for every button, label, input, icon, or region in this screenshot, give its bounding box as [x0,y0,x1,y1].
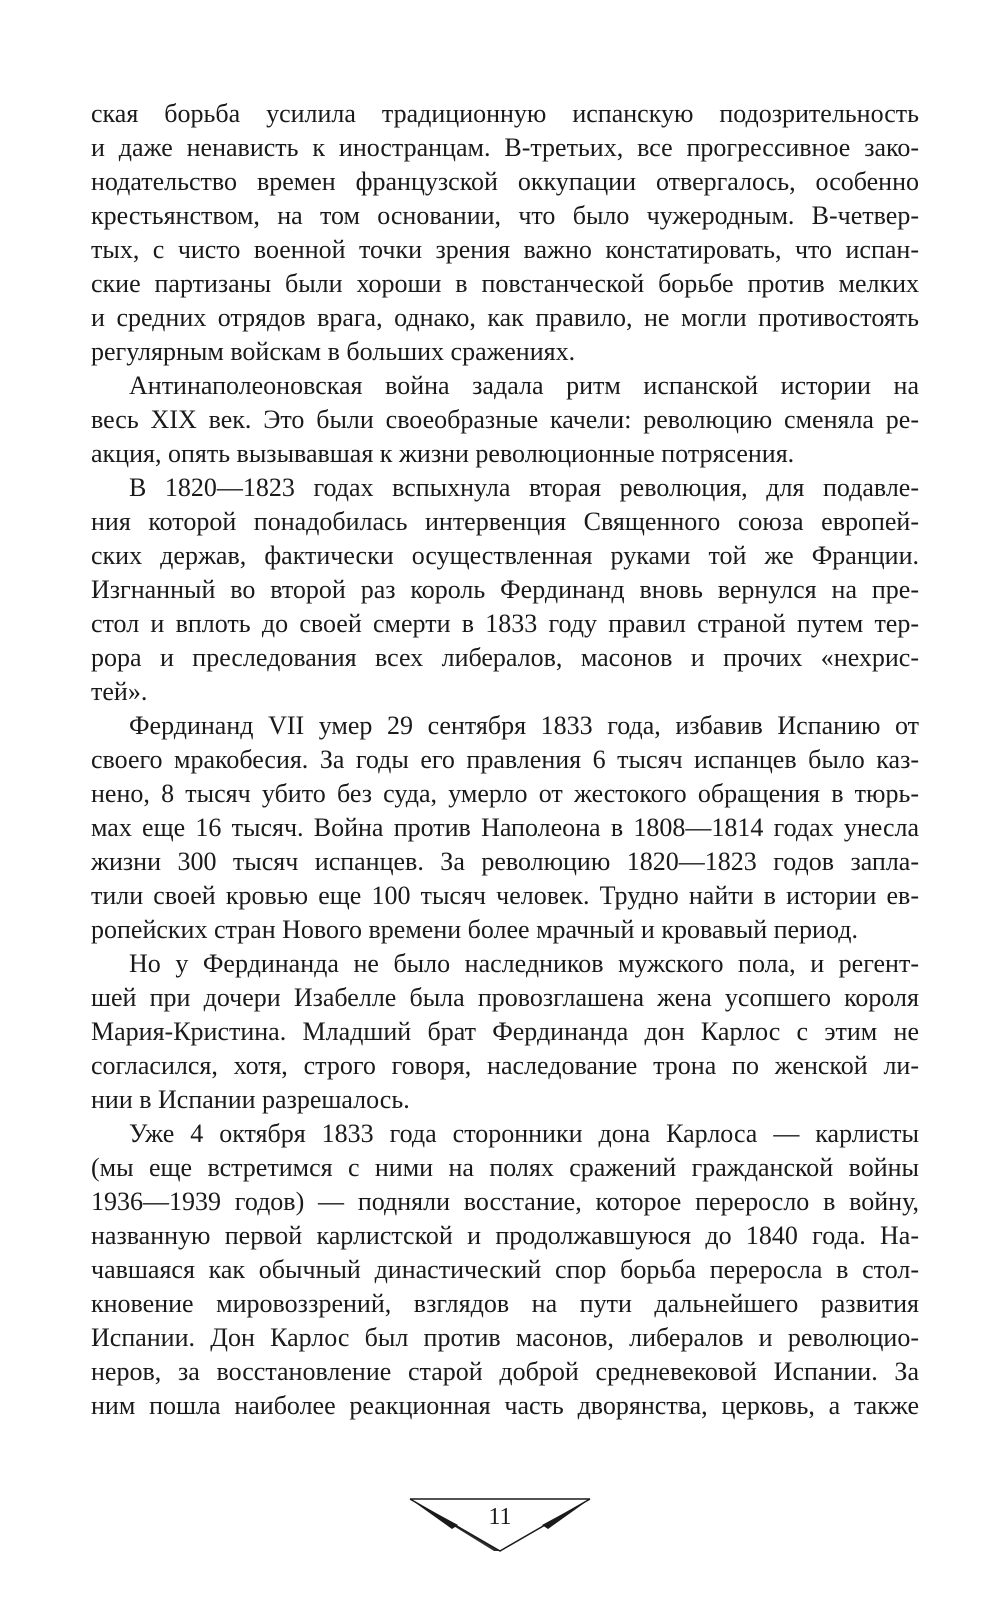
page-folio [0,1497,1000,1557]
text-line: чавшаяся как обычный династический спор борьба переросла в стол- [91,1255,919,1284]
text-line: ская борьба усилила традиционную испанскую подозрительность [91,99,919,128]
text-line: ним пошла наиболее реакционная часть дворянства, церковь, а также [91,1391,919,1420]
text-line: тых, с чисто военной точки зрения важно констатировать, что испан- [91,235,919,264]
text-line: тей». [91,677,148,706]
text-line: Изгнанный во второй раз король Фердинанд вновь вернулся на пре- [91,575,919,604]
text-line: ния которой понадобилась интервенция Священного союза европей- [91,507,919,536]
page-body [91,97,919,1423]
text-line: Фердинанд VII умер 29 сентября 1833 года, избавив Испанию от [129,711,919,740]
paragraph [91,709,919,947]
paragraph [91,1117,919,1423]
text-line: и средних отрядов врага, однако, как правило, не могли противостоять [91,303,919,332]
text-line: Испании. Дон Карлос был против масонов, либералов и революцио- [91,1323,919,1352]
text-line: стол и вплоть до своей смерти в 1833 году правил страной путем тер- [91,609,919,638]
text-line: неров, за восстановление старой доброй средневековой Испании. За [91,1357,919,1386]
paragraph [91,369,919,471]
text-line: названную первой карлистской и продолжавшуюся до 1840 года. На- [91,1221,919,1250]
text-line: крестьянством, на том основании, что было чужеродным. В-четвер- [91,201,919,230]
text-line: Уже 4 октября 1833 года сторонники дона Карлоса — карлисты [129,1119,919,1148]
text-line: ропейских стран Нового времени более мрачный и кровавый период. [91,915,858,944]
text-line: нии в Испании разрешалось. [91,1085,410,1114]
text-line: весь XIX век. Это были своеобразные качели: революцию сменяла ре- [91,405,919,434]
paragraph [91,947,919,1117]
text-line: нодательство времен французской оккупации отвергалось, особенно [91,167,919,196]
page-number: 11 [488,1504,512,1530]
text-line: ских держав, фактически осуществленная руками той же Франции. [91,541,919,570]
text-line: рора и преследования всех либералов, масонов и прочих «нехрис- [91,643,919,672]
text-line: регулярным войскам в больших сражениях. [91,337,576,366]
text-line: нено, 8 тысяч убито без суда, умерло от жестокого обращения в тюрь- [91,779,919,808]
text-line: В 1820—1823 годах вспыхнула вторая революция, для подавле- [129,473,919,502]
text-line: согласился, хотя, строго говоря, наследование трона по женской ли- [91,1051,919,1080]
text-line: и даже ненависть к иностранцам. В-третьих, все прогрессивное зако- [91,133,919,162]
text-line: мах еще 16 тысяч. Война против Наполеона в 1808—1814 годах унесла [91,813,919,842]
text-line: Но у Фердинанда не было наследников мужского пола, и регент- [129,949,919,978]
text-line: 1936—1939 годов) — подняли восстание, которое переросло в войну, [91,1187,919,1216]
paragraph [91,471,919,709]
text-line: жизни 300 тысяч испанцев. За революцию 1820—1823 годов запла- [91,847,919,876]
text-line: (мы еще встретимся с ними на полях сражений гражданской войны [91,1153,919,1182]
text-line: тили своей кровью еще 100 тысяч человек. Трудно найти в истории ев- [91,881,919,910]
text-line: своего мракобесия. За годы его правления 6 тысяч испанцев было каз- [91,745,919,774]
text-line: Мария-Кристина. Младший брат Фердинанда дон Карлос с этим не [91,1017,919,1046]
text-line: акция, опять вызывавшая к жизни революционные потрясения. [91,439,795,468]
paragraph [91,97,919,369]
text-line: Антинаполеоновская война задала ритм испанской истории на [129,371,919,400]
text-line: шей при дочери Изабелле была провозглашена жена усопшего короля [91,983,919,1012]
text-line: кновение мировоззрений, взглядов на пути дальнейшего развития [91,1289,919,1318]
text-line: ские партизаны были хороши в повстанческой борьбе против мелких [91,269,919,298]
